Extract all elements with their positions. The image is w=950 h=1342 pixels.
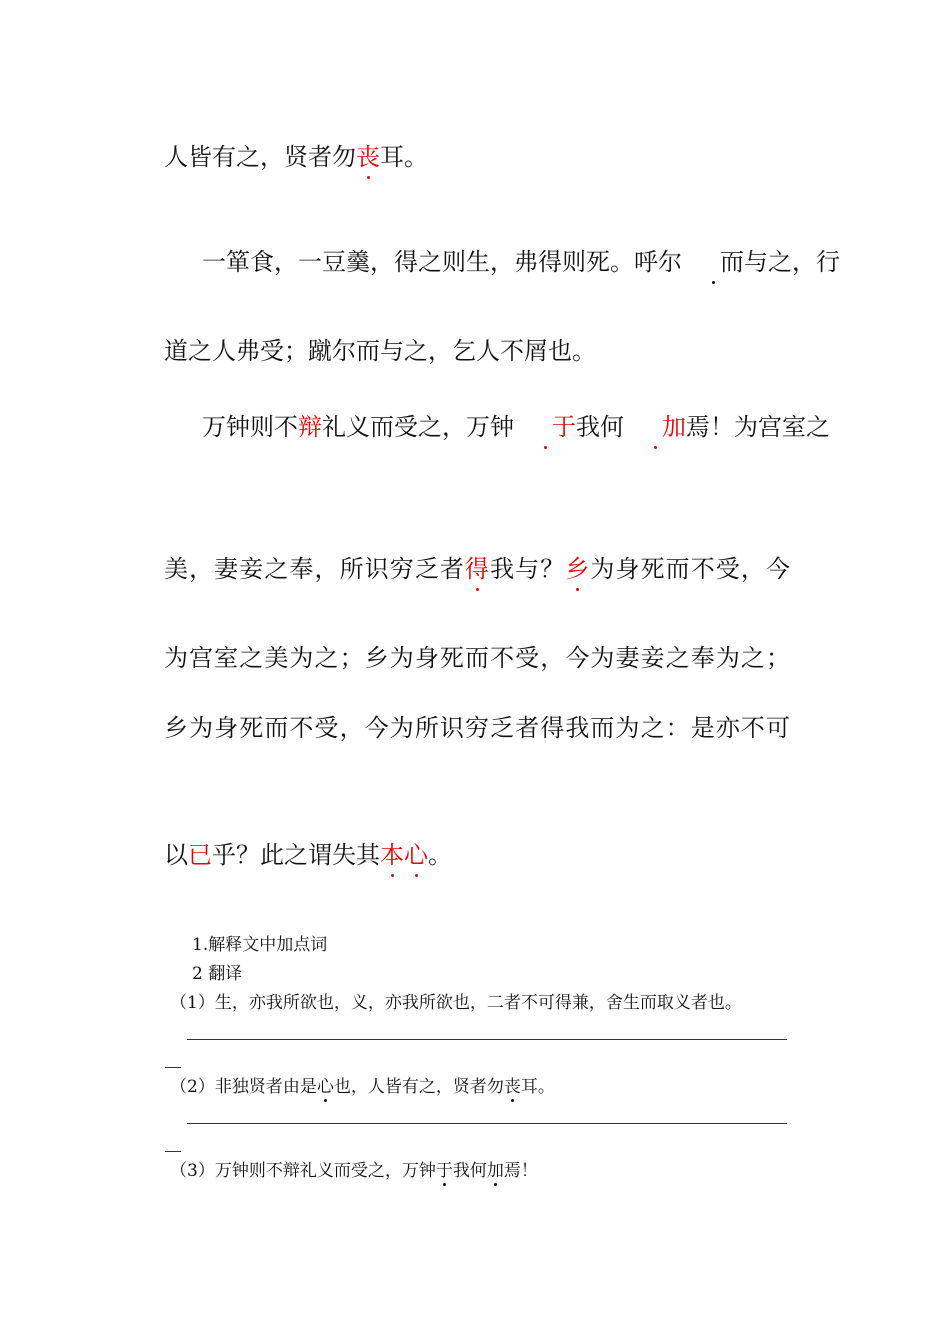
answer-line-2-tail <box>165 1151 181 1152</box>
question-2: 2 翻译 <box>192 964 243 984</box>
dotted-word: 丧 <box>356 143 380 171</box>
dotted-word: 于 <box>435 1161 453 1181</box>
dotted-word: 乡 <box>565 555 590 583</box>
dotted-word: 加 <box>486 1161 504 1181</box>
dotted-word: 丧 <box>503 1077 521 1097</box>
dotted-word: 于 <box>514 411 576 443</box>
highlighted-word: 已 <box>188 841 212 869</box>
translate-item-1: （1）生，亦我所欲也，义，亦我所欲也，二者不可得兼，舍生而取义者也。 <box>170 993 742 1013</box>
dotted-word: 加 <box>624 411 686 443</box>
passage-line-2: 一箪食，一豆羹，得之则生，弗得则死。呼尔 而与之，行 <box>202 248 840 276</box>
answer-line-2[interactable] <box>187 1123 787 1124</box>
passage-line-5: 美，妻妾之奉，所识穷乏者得我与？乡为身死而不受，今 <box>164 555 791 583</box>
dotted-word: 心 <box>316 1077 334 1097</box>
highlighted-word: 辩 <box>298 413 322 441</box>
answer-line-1[interactable] <box>187 1039 787 1040</box>
answer-line-1-tail <box>165 1067 181 1068</box>
passage-line-6: 为宫室之美为之；乡为身死而不受，今为妻妾之奉为之； <box>164 644 790 672</box>
passage-line-4: 万钟则不辩礼义而受之，万钟 于我何 加焉！为宫室之 <box>202 413 830 441</box>
translate-item-3: （3）万钟则不辩礼义而受之，万钟于我何加焉！ <box>170 1161 538 1181</box>
passage-line-8: 以已乎？此之谓失其本心。 <box>164 841 452 869</box>
dotted-word: 得 <box>465 555 489 583</box>
passage-line-7: 乡为身死而不受，今为所识穷乏者得我而为之：是亦不可 <box>164 714 790 742</box>
dotted-word: 心 <box>404 841 428 869</box>
question-1: 1.解释文中加点词 <box>192 935 328 955</box>
translate-item-2: （2）非独贤者由是心也，人皆有之，贤者勿丧耳。 <box>170 1077 555 1097</box>
passage-line-3: 道之人弗受；蹴尔而与之，乞人不屑也。 <box>164 337 596 365</box>
passage-line-1: 人皆有之，贤者勿丧耳。 <box>164 143 428 171</box>
dotted-word: 本 <box>380 841 404 869</box>
dotted-word: 而 <box>682 246 744 278</box>
